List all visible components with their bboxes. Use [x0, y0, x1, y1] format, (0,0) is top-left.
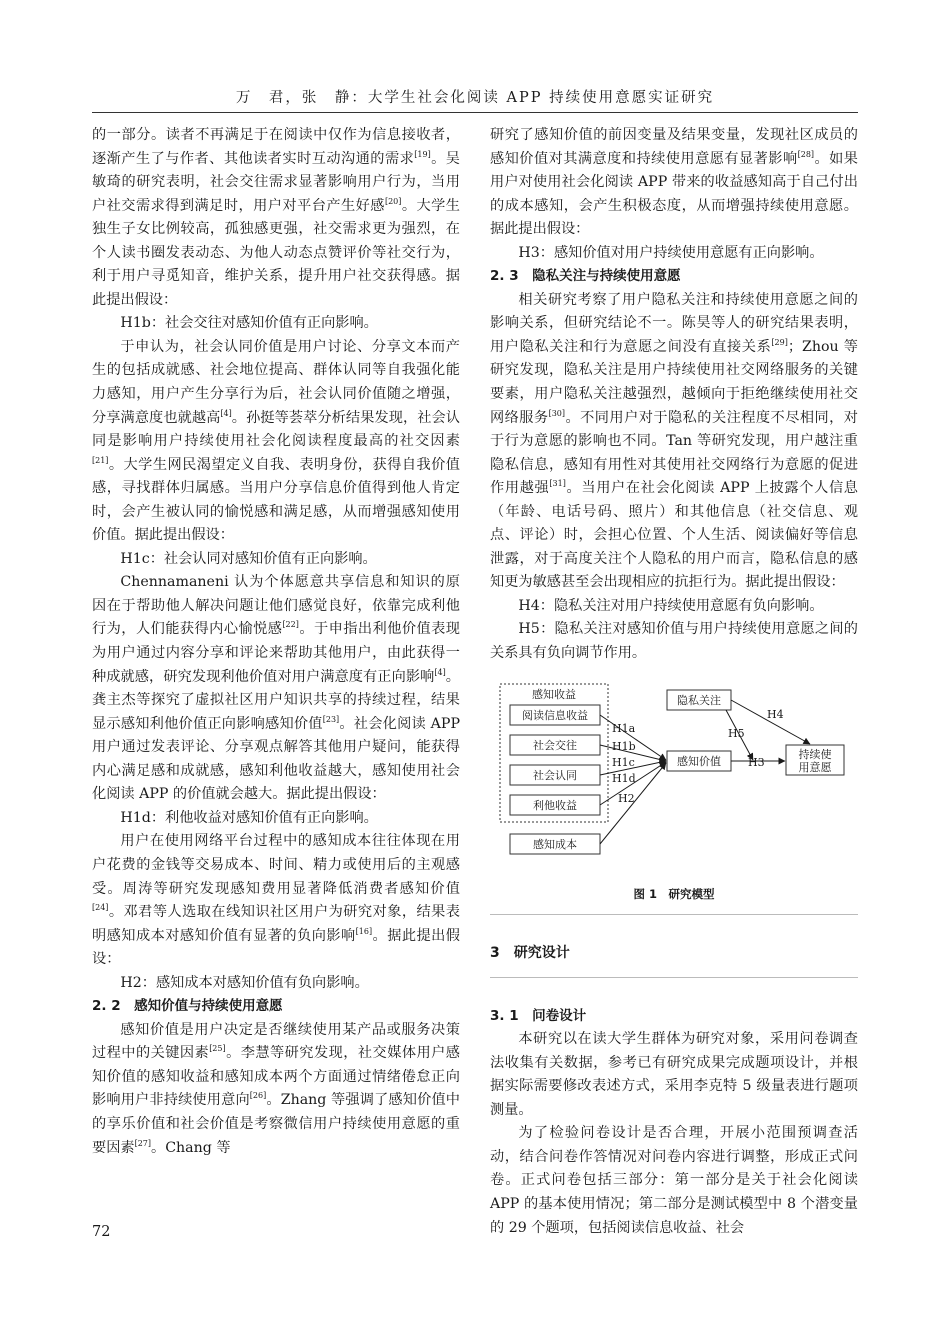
- node-social-interaction-label: 社会交往: [533, 738, 577, 752]
- benefit-group-label: 感知收益: [532, 687, 576, 701]
- label-h1a: H1a: [612, 721, 636, 735]
- paragraph: Chennamaneni 认为个体愿意共享信息和知识的原因在于帮助他人解决问题让他们感觉良好，依靠完成利他行为，人们能获得内心愉悦感[22]。于申指出利他价值表现为用户通过内容分享和评论来帮助其他用户，由此获得一种成就感，研究发现利他价值对用户满意度有正向影响[4]。龚主杰等探究了虚拟社区用户知识共享的持续过程，结果显示感知利他价值正向影响感知价值[23]。社会化阅读 APP 用户通过发表评论、分享观点解答其他用户疑问，能获得内心满足感和成就感，感知利他收益越大，感知使用社会化阅读 APP 的价值就会越大。据此提出假设：: [92, 574, 460, 803]
- paragraph: 本研究以在读大学生群体为研究对象，采用问卷调查法收集有关数据，参考已有研究成果完成题项设计，并根据实际需要修改表述方式，采用李克特 5 级量表进行题项测量。: [490, 1031, 858, 1118]
- node-perceived-value-label: 感知价值: [677, 754, 721, 768]
- label-h4: H4: [767, 707, 784, 721]
- page-number: 72: [92, 1224, 111, 1240]
- label-h1c: H1c: [612, 755, 635, 769]
- divider: [490, 977, 858, 978]
- label-h1d: H1d: [612, 771, 636, 785]
- node-intention-label-2: 用意愿: [798, 760, 832, 774]
- node-perceived-cost-label: 感知成本: [533, 837, 577, 851]
- node-intention-label-1: 持续使: [798, 747, 832, 761]
- hypothesis-h2: H2：感知成本对感知价值有负向影响。: [120, 974, 369, 991]
- paragraph: 为了检验问卷设计是否合理，开展小范围预调查活动，结合问卷作答情况对问卷内容进行调整，形成正式问卷。正式问卷包括三部分：第一部分是关于社会化阅读 APP 的基本使用情况；第二部分是测试模型中 8 个潜变量的 29 个题项，包括阅读信息收益、社会: [490, 1125, 858, 1236]
- hypothesis-h4: H4：隐私关注对用户持续使用意愿有负向影响。: [518, 597, 824, 614]
- left-column: [92, 124, 460, 1160]
- right-column: [490, 124, 858, 1240]
- paragraph: 研究了感知价值的前因变量及结果变量，发现社区成员的感知价值对其满意度和持续使用意愿有显著影响[28]。如果用户对使用社会化阅读 APP 带来的收益感知高于自己付出的成本感知，会产生积极态度，从而增强持续使用意愿。据此提出假设：: [490, 127, 858, 238]
- hypothesis-h1c: H1c：社会认同对感知价值有正向影响。: [120, 550, 377, 567]
- divider: [490, 914, 858, 915]
- section-heading-3: 3 研究设计: [490, 944, 570, 961]
- node-altruism-label: 利他收益: [533, 798, 577, 812]
- paragraph: 相关研究考察了用户隐私关注和持续使用意愿之间的影响关系，但研究结论不一。陈昊等人的研究结果表明，用户隐私关注和行为意愿之间没有直接关系[29]；Zhou 等研究发现，隐私关注是用户持续使用社交网络服务的关键要素，用户隐私关注越强烈，越倾向于拒绝继续使用社交网络服务[30]。不同用户对于隐私的关注程度不尽相同，对于行为意愿的影响也不同。Tan 等研究发现，用户越注重隐私信息，感知有用性对其使用社交网络行为意愿的促进作用越强[31]。当用户在社会化阅读 APP 上披露个人信息（年龄、电话号码、照片）和其他信息（社交信息、观点、评论）时，会担心位置、个人生活、阅读偏好等信息泄露，对于高度关注个人隐私的用户而言，隐私信息的感知更为敏感甚至会出现相应的抗拒行为。据此提出假设：: [490, 291, 858, 591]
- paragraph: 的一部分。读者不再满足于在阅读中仅作为信息接收者，逐渐产生了与作者、其他读者实时互动沟通的需求[19]。吴敏琦的研究表明，社会交往需求显著影响用户行为，当用户社交需求得到满足时，用户对平台产生好感[20]。大学生独生子女比例较高，孤独感更强，社交需求更为强烈，在个人读书圈发表动态、为他人动态点赞评价等社交行为，利于用户寻觅知音，维护关系，提升用户社交获得感。据此提出假设：: [92, 127, 460, 308]
- figure-caption: 图 1 研究模型: [633, 886, 715, 901]
- hypothesis-h3: H3：感知价值对用户持续使用意愿有正向影响。: [518, 244, 824, 261]
- label-h1b: H1b: [612, 739, 636, 753]
- running-header: 万 君，张 静：大学生社会化阅读 APP 持续使用意愿实证研究: [235, 90, 715, 106]
- node-reading-info-label: 阅读信息收益: [522, 708, 588, 722]
- hypothesis-h5: H5：隐私关注对感知价值与用户持续使用意愿之间的关系具有负向调节作用。: [490, 621, 858, 662]
- section-heading-2-3: 2. 3 隐私关注与持续使用意愿: [490, 268, 681, 285]
- research-model-figure: [490, 674, 858, 884]
- label-h2: H2: [618, 791, 635, 805]
- paragraph: 于申认为，社会认同价值是用户讨论、分享文本而产生的包括成就感、社会地位提高、群体认同等自我强化能力感知，用户产生分享行为后，社会认同价值随之增强，分享满意度也就越高[4]。孙挺等荟萃分析结果发现，社会认同是影响用户持续使用社会化阅读程度最高的社交因素[21]。大学生网民渴望定义自我、表明身份，获得自我价值感，寻找群体归属感。当用户分享信息价值得到他人肯定时，会产生被认同的愉悦感和满足感，从而增强感知使用价值。据此提出假设：: [92, 338, 460, 544]
- node-privacy-label: 隐私关注: [677, 693, 721, 707]
- header-rule: [92, 112, 858, 113]
- paragraph: 感知价值是用户决定是否继续使用某产品或服务决策过程中的关键因素[25]。李慧等研究发现，社交媒体用户感知价值的感知收益和感知成本两个方面通过情绪倦怠正向影响用户非持续使用意向[26]。Zhang 等强调了感知价值中的享乐价值和社会价值是考察微信用户持续使用意愿的重要因素[27]。Chang 等: [92, 1021, 460, 1156]
- node-social-identity-label: 社会认同: [533, 768, 577, 782]
- label-h3: H3: [748, 755, 765, 769]
- label-h5: H5: [728, 726, 745, 740]
- section-heading-3-1: 3. 1 问卷设计: [490, 1007, 587, 1024]
- hypothesis-h1b: H1b：社会交往对感知价值有正向影响。: [120, 315, 378, 332]
- hypothesis-h1d: H1d：利他收益对感知价值有正向影响。: [120, 809, 378, 826]
- section-heading-2-2: 2. 2 感知价值与持续使用意愿: [92, 998, 283, 1015]
- paragraph: 用户在使用网络平台过程中的感知成本往往体现在用户花费的金钱等交易成本、时间、精力或使用后的主观感受。周涛等研究发现感知费用显著降低消费者感知价值[24]。邓君等人选取在线知识社区用户为研究对象，结果表明感知成本对感知价值有显著的负向影响[16]。据此提出假设：: [92, 833, 460, 968]
